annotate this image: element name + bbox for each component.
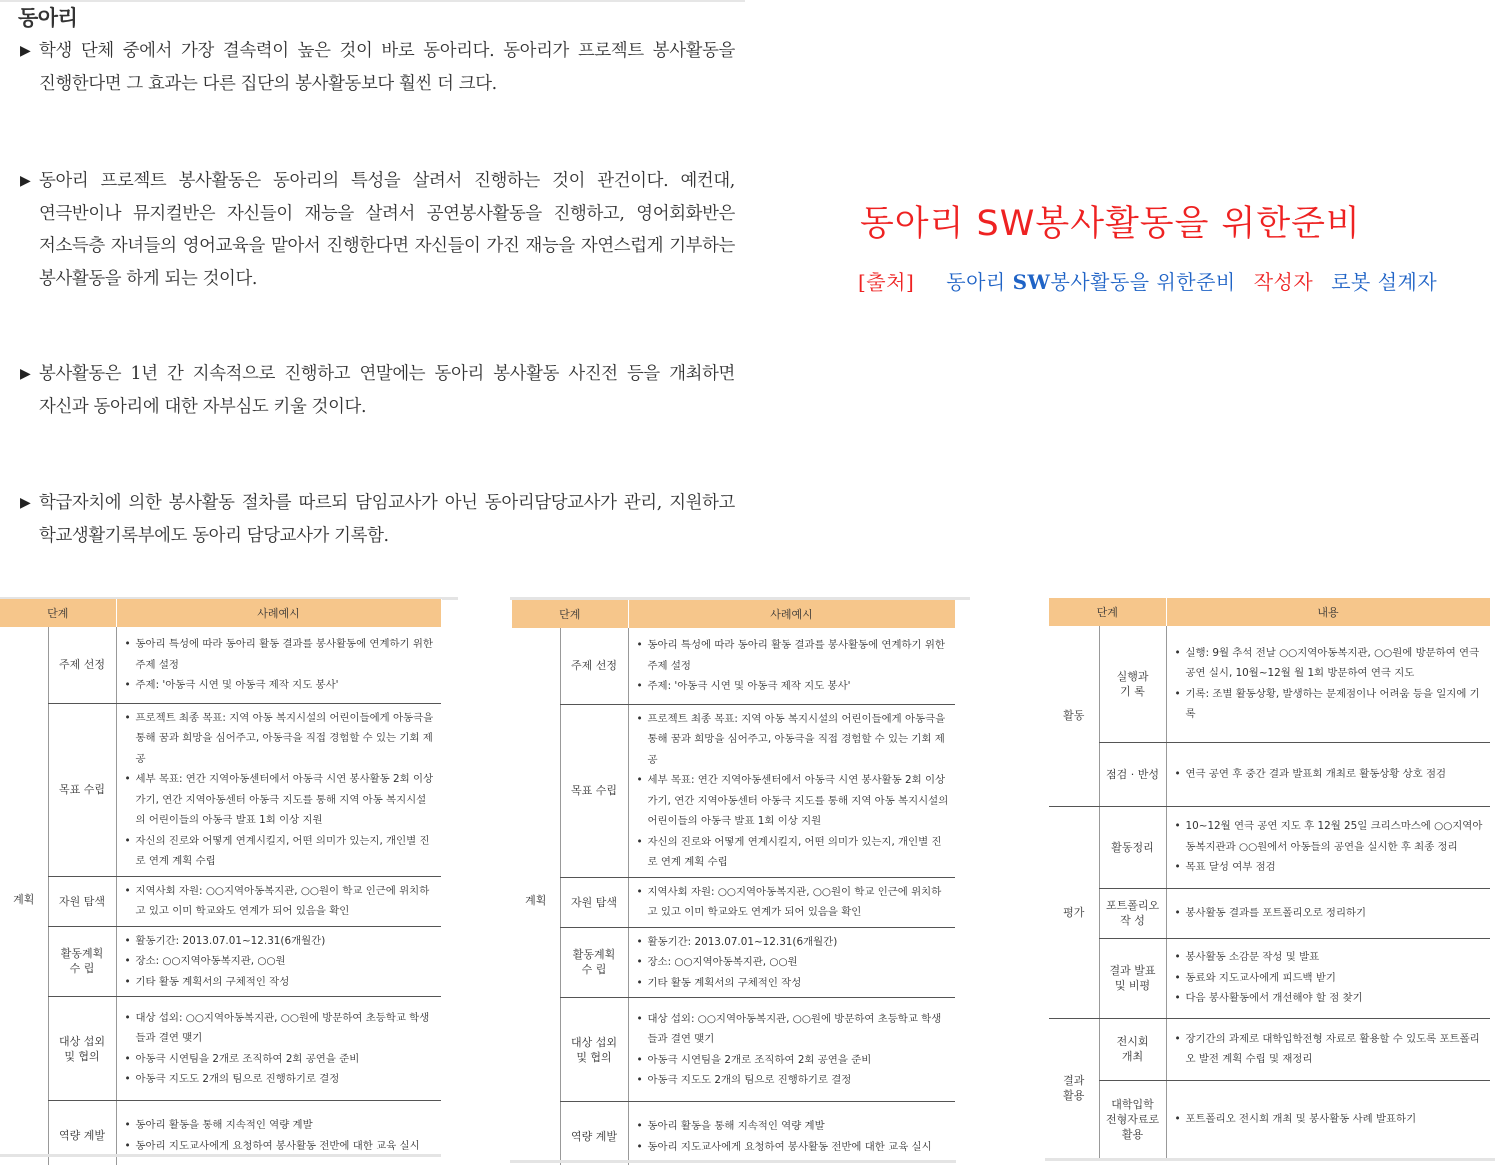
list-item: • 동아리 지도교사에게 요청하여 봉사활동 전반에 대한 교육 실시 (125, 1136, 436, 1157)
table-row (1049, 1080, 1490, 1158)
page-heading: 동아리 SW봉사활동을 위한준비 (860, 204, 1361, 244)
content-cell (628, 704, 955, 877)
list-item: • 대상 섭외: ○○지역아동복지관, ○○원에 방문하여 초등학교 학생들과 결연 맺기 (637, 1009, 950, 1050)
stage-cell: 평가 (1049, 806, 1099, 1018)
list-item: • 10~12월 연극 공연 지도 후 12월 25일 크리스마스에 ○○지역아동복지관과 ○○원에서 아동들의 공연을 실시한 후 최종 정리 (1175, 816, 1485, 857)
list-item: • 포트폴리오 전시회 개최 및 봉사활동 사례 발표하기 (1175, 1109, 1485, 1130)
bullet-paragraph-2 (20, 165, 735, 295)
list-item: • 봉사활동 소감문 작성 및 발표 (1175, 947, 1485, 968)
list-item: • 프로젝트 최종 목표: 지역 아동 복지시설의 어린이들에게 아동극을 통해 꿈과 희망을 심어주고, 아동극을 직접 경험할 수 있는 기회 제공 (637, 709, 950, 771)
content-cell (1166, 938, 1490, 1018)
bullet-list (1175, 1109, 1485, 1130)
header-examples: 사례예시 (628, 600, 955, 628)
list-item: • 실행: 9월 추석 전날 ○○지역아동복지관, ○○원에 방문하여 연극 공연 실시, 10월~12월 월 1회 방문하여 연극 지도 (1175, 643, 1485, 684)
list-item: • 장소: ○○지역아동복지관, ○○원 (125, 951, 436, 972)
triangle-bullet-icon: ▶ (20, 495, 31, 511)
list-item: • 동료와 지도교사에게 피드백 받기 (1175, 968, 1485, 989)
substage-cell: 자원 탐색 (48, 876, 116, 926)
list-item: • 자신의 진로와 어떻게 연계시킬지, 어떤 의미가 있는지, 개인별 진로 연계 계획 수립 (125, 831, 436, 872)
substage-cell: 목표 수립 (48, 703, 116, 876)
header-stage: 단계 (1049, 598, 1166, 626)
list-item: • 세부 목표: 연간 지역아동센터에서 아동극 시연 봉사활동 2회 이상 가기, 연간 지역아동센터 아동극 지도를 통해 지역 아동 복지시설의 어린이들의 아동극 발표 1회 이상 지원 (125, 769, 436, 831)
content-cell (116, 926, 441, 997)
header-stage: 단계 (0, 599, 116, 627)
content-cell (628, 877, 955, 927)
substage-cell: 실행과 기 록 (1099, 626, 1166, 742)
list-item: • 동아리 활동을 통해 지속적인 역량 계발 (125, 1115, 436, 1136)
list-item: • 봉사활동 결과를 포트폴리오로 정리하기 (1175, 903, 1485, 924)
substage-cell: 전시회 개최 (1099, 1018, 1166, 1080)
content-cell (1166, 888, 1490, 938)
author-label: 작성자 (1253, 270, 1314, 294)
table-row (512, 628, 955, 704)
substage-cell: 활동계획 수 립 (560, 927, 628, 998)
content-cell (116, 997, 441, 1101)
table-row (0, 997, 441, 1101)
bullet-list (125, 1115, 436, 1156)
table-row (1049, 938, 1490, 1018)
header-stage: 단계 (512, 600, 628, 628)
bullet-list (125, 881, 436, 922)
bullet-list (125, 931, 436, 993)
header-content: 내용 (1166, 598, 1490, 626)
bullet-list (1175, 816, 1485, 878)
list-item: • 아동극 지도도 2개의 팀으로 진행하기로 결정 (125, 1069, 436, 1090)
table-row (1049, 626, 1490, 742)
header-examples: 사례예시 (116, 599, 441, 627)
content-cell (628, 927, 955, 998)
table-shadow (510, 1160, 956, 1163)
section-title: 동아리 (18, 6, 78, 30)
bullet-list (1175, 764, 1485, 785)
list-item: • 지역사회 자원: ○○지역아동복지관, ○○원이 학교 인근에 위치하고 있고 이미 학교와도 연계가 되어 있음을 확인 (125, 881, 436, 922)
bullet-paragraph-3 (20, 358, 735, 423)
plan-table-body (0, 627, 441, 1165)
table-row (512, 1102, 955, 1165)
bullet-list (125, 1008, 436, 1090)
content-cell (628, 628, 955, 704)
list-item: • 아동극 시연팀을 2개로 조직하여 2회 공연을 준비 (125, 1049, 436, 1070)
bullet-text: 학생 단체 중에서 가장 결속력이 높은 것이 바로 동아리다. 동아리가 프로젝트 봉사활동을 진행한다면 그 효과는 다른 집단의 봉사활동보다 훨씬 더 크다. (39, 41, 735, 94)
list-item: • 다음 봉사활동에서 개선해야 할 점 찾기 (1175, 988, 1485, 1009)
substage-cell: 점검 · 반성 (1099, 742, 1166, 806)
bullet-list (1175, 643, 1485, 725)
bullet-paragraph-4 (20, 487, 735, 552)
substage-cell: 대학입학 전형자료로 활용 (1099, 1080, 1166, 1158)
list-item: • 동아리 특성에 따라 동아리 활동 결과를 봉사활동에 연계하기 위한 주제 설정 (637, 635, 950, 676)
triangle-bullet-icon: ▶ (20, 43, 31, 59)
substage-cell: 역량 계발 (560, 1102, 628, 1165)
stage-cell: 활동 (1049, 626, 1099, 806)
bullet-text: 학급자치에 의한 봉사활동 절차를 따르되 담임교사가 아닌 동아리담당교사가 관리, 지원하고 학교생활기록부에도 동아리 담당교사가 기록함. (39, 493, 735, 546)
bullet-text: 동아리 프로젝트 봉사활동은 동아리의 특성을 살려서 진행하는 것이 관건이다. 예컨대, 연극반이나 뮤지컬반은 자신들이 재능을 살려서 공연봉사활동을 진행하고, 영어회화반은 저소득층 자녀들의 영어교육을 맡아서 진행한다면 자신들이 가진 재능을 자연스럽게 기부하는 봉사활동을 하게 되는 것이다. (39, 171, 735, 289)
bullet-list (637, 882, 950, 923)
stage-cell: 결과 활용 (1049, 1018, 1099, 1158)
table-row (1049, 806, 1490, 888)
list-item: • 주제: '아동극 시연 및 아동극 제작 지도 봉사' (125, 675, 436, 696)
list-item: • 기타 활동 계획서의 구체적인 작성 (125, 972, 436, 993)
bullet-text: 봉사활동은 1년 간 지속적으로 진행하고 연말에는 동아리 봉사활동 사진전 등을 개최하면 자신과 동아리에 대한 자부심도 키울 것이다. (39, 364, 735, 417)
bullet-list (637, 635, 950, 697)
bullet-list (637, 1116, 950, 1157)
table-row (512, 704, 955, 877)
substage-cell: 대상 섭외 및 협의 (560, 998, 628, 1102)
list-item: • 활동기간: 2013.07.01~12.31(6개월간) (637, 932, 950, 953)
substage-cell: 활동계획 수 립 (48, 926, 116, 997)
substage-cell: 주제 선정 (48, 627, 116, 703)
list-item: • 동아리 특성에 따라 동아리 활동 결과를 봉사활동에 연계하기 위한 주제 설정 (125, 634, 436, 675)
list-item: • 동아리 활동을 통해 지속적인 역량 계발 (637, 1116, 950, 1137)
content-cell (628, 998, 955, 1102)
author-name[interactable]: 로봇 설계자 (1331, 270, 1438, 294)
list-item: • 활동기간: 2013.07.01~12.31(6개월간) (125, 931, 436, 952)
stage-cell: 계획 (512, 628, 560, 1165)
list-item: • 장기간의 과제로 대학입학전형 자료로 활용할 수 있도록 포트폴리오 발전 계획 수립 및 재정리 (1175, 1029, 1485, 1070)
substage-cell: 포트폴리오 작 성 (1099, 888, 1166, 938)
table-row (0, 627, 441, 703)
content-cell (116, 876, 441, 926)
list-item: • 대상 섭외: ○○지역아동복지관, ○○원에 방문하여 초등학교 학생들과 결연 맺기 (125, 1008, 436, 1049)
table-row (0, 876, 441, 926)
table-shadow (1045, 1158, 1495, 1161)
list-item: • 장소: ○○지역아동복지관, ○○원 (637, 952, 950, 973)
plan-table-left (0, 599, 442, 1165)
triangle-bullet-icon: ▶ (20, 173, 31, 189)
content-cell (1166, 806, 1490, 888)
table-row (1049, 742, 1490, 806)
table-row (512, 998, 955, 1102)
table-row (0, 926, 441, 997)
bullet-list (637, 709, 950, 873)
list-item: • 연극 공연 후 중간 결과 발표회 개최로 활동상황 상호 점검 (1175, 764, 1485, 785)
bullet-list (1175, 947, 1485, 1009)
content-cell (116, 627, 441, 703)
substage-cell: 결과 발표 및 비평 (1099, 938, 1166, 1018)
stage-cell: 계획 (0, 627, 48, 1165)
substage-cell: 주제 선정 (560, 628, 628, 704)
bullet-list (1175, 1029, 1485, 1070)
bullet-list (637, 1009, 950, 1091)
content-cell (1166, 742, 1490, 806)
list-item: • 주제: '아동극 시연 및 아동극 제작 지도 봉사' (637, 676, 950, 697)
bullet-list (1175, 903, 1485, 924)
table-row (512, 927, 955, 998)
list-item: • 기록: 조별 활동상황, 발생하는 문제점이나 어려움 등을 일지에 기록 (1175, 684, 1485, 725)
list-item: • 동아리 지도교사에게 요청하여 봉사활동 전반에 대한 교육 실시 (637, 1137, 950, 1158)
content-cell (628, 1102, 955, 1165)
content-cell (1166, 1018, 1490, 1080)
table-row (1049, 1018, 1490, 1080)
list-item: • 아동극 시연팀을 2개로 조직하여 2회 공연을 준비 (637, 1050, 950, 1071)
bullet-list (637, 932, 950, 994)
list-item: • 지역사회 자원: ○○지역아동복지관, ○○원이 학교 인근에 위치하고 있고 이미 학교와도 연계가 되어 있음을 확인 (637, 882, 950, 923)
source-label: [출처] (858, 270, 915, 294)
evaluation-table (1049, 598, 1491, 1159)
content-cell (116, 703, 441, 876)
source-credit (858, 266, 1437, 295)
content-cell (1166, 1080, 1490, 1158)
substage-cell: 대상 섭외 및 협의 (48, 997, 116, 1101)
list-item: • 프로젝트 최종 목표: 지역 아동 복지시설의 어린이들에게 아동극을 통해 꿈과 희망을 심어주고, 아동극을 직접 경험할 수 있는 기회 제공 (125, 708, 436, 770)
content-cell (1166, 626, 1490, 742)
table-row (0, 703, 441, 876)
substage-cell: 자원 탐색 (560, 877, 628, 927)
table-row (1049, 888, 1490, 938)
top-divider (0, 0, 745, 2)
list-item: • 기타 활동 계획서의 구체적인 작성 (637, 973, 950, 994)
list-item: • 자신의 진로와 어떻게 연계시킬지, 어떤 의미가 있는지, 개인별 진로 연계 계획 수립 (637, 832, 950, 873)
table-row (512, 877, 955, 927)
list-item: • 아동극 지도도 2개의 팀으로 진행하기로 결정 (637, 1070, 950, 1091)
bullet-list (125, 708, 436, 872)
bullet-paragraph-1 (20, 35, 735, 100)
source-link[interactable]: 동아리 SW봉사활동을 위한준비 (946, 270, 1236, 294)
evaluation-table-body (1049, 626, 1490, 1158)
substage-cell: 목표 수립 (560, 704, 628, 877)
triangle-bullet-icon: ▶ (20, 366, 31, 382)
list-item: • 세부 목표: 연간 지역아동센터에서 아동극 시연 봉사활동 2회 이상 가기, 연간 지역아동센터 아동극 지도를 통해 지역 아동 복지시설의 어린이들의 아동극 발표 1회 이상 지원 (637, 770, 950, 832)
bullet-list (125, 634, 436, 696)
substage-cell: 활동정리 (1099, 806, 1166, 888)
list-item: • 목표 달성 여부 점검 (1175, 857, 1485, 878)
plan-table-middle (512, 600, 956, 1165)
table-shadow (0, 1154, 441, 1157)
plan-table-body (512, 628, 955, 1165)
substage-cell: 역량 계발 (48, 1101, 116, 1165)
